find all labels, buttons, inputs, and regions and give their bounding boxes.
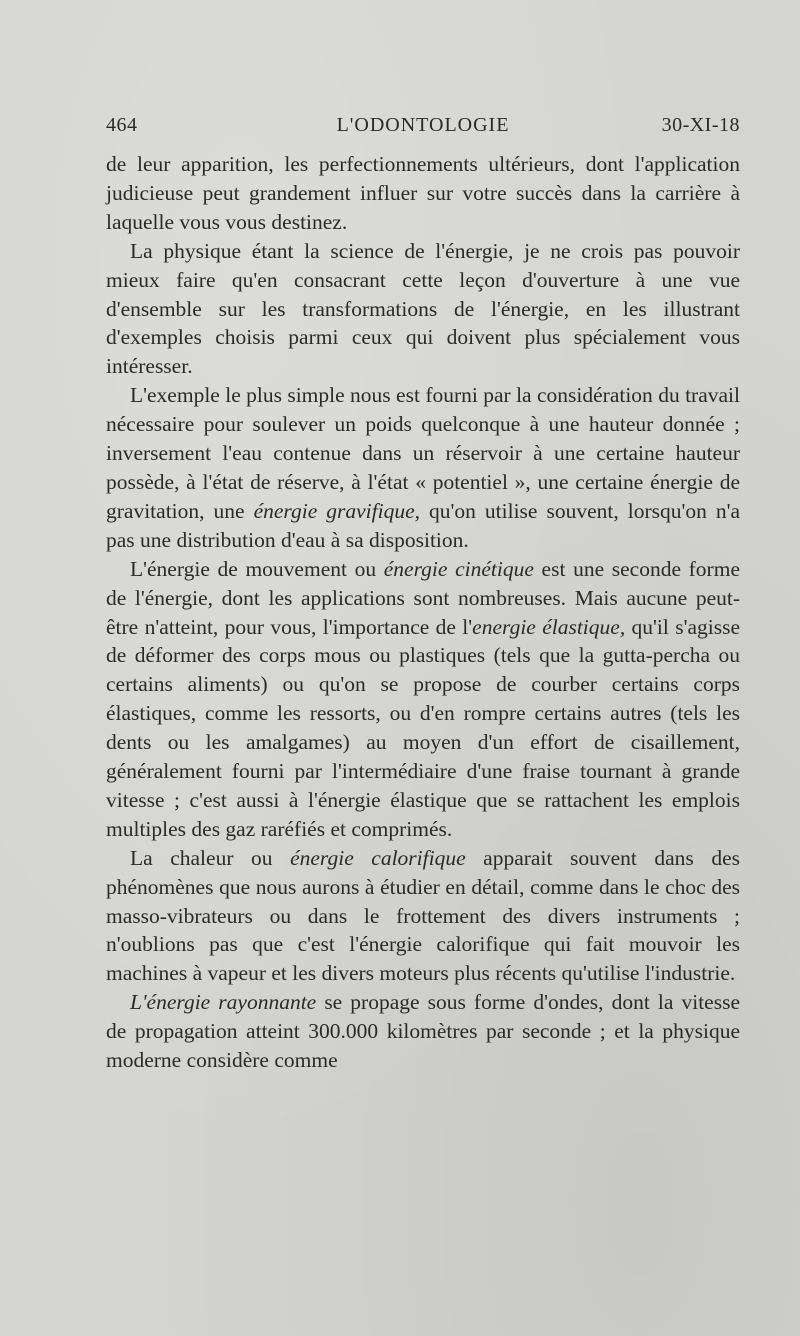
body-text — [106, 150, 740, 1075]
italic-term: énergie calorifique — [290, 845, 466, 870]
text-run: L'énergie de mouvement ou — [130, 556, 384, 581]
text-run: apparait souvent dans des phénomènes que nous aurons à étudier en détail, comme dans le choc des masso-vibrateurs ou dans le frottement des divers instruments ; n'oublions pas que c'est l'énergie calorifique qui fait mouvoir les machines à vapeur et les divers moteurs plus récents qu'utilise l'industrie. — [106, 845, 740, 986]
italic-term: énergie gravifique, — [253, 498, 421, 523]
paragraph-4 — [106, 555, 740, 844]
paragraph-6 — [106, 988, 740, 1075]
paragraph-3 — [106, 381, 740, 554]
paragraph-5 — [106, 844, 740, 989]
italic-term: energie élastique, — [472, 614, 626, 639]
journal-title: L'ODONTOLOGIE — [336, 114, 510, 136]
italic-term: L'énergie rayonnante — [130, 990, 317, 1015]
text-run: est une seconde forme de l'énergie, dont les applications sont nombreuses. Mais aucune peut-être n'atteint, pour vous, l'importance de l' — [106, 556, 740, 639]
text-run: qu'il s'agisse de déformer des corps mous ou plastiques (tels que la gutta-percha ou certains aliments) ou qu'on se propose de courber certains corps élastiques, comme les ressorts, ou d'en rompre certains autres (tels les dents ou les amalgames) au moyen d'un effort de cisaillement, généralement fourni par l'intermédiaire d'une fraise tournant à grande vitesse ; c'est aussi à l'énergie élastique que se rattachent les emplois multiples des gaz raréfiés et comprimés. — [106, 614, 741, 841]
running-head — [106, 114, 740, 144]
text-run: de leur apparition, les perfectionnements ultérieurs, dont l'application judicieuse peut grandement influer sur votre succès dans la carrière à laquelle vous vous destinez. — [106, 152, 740, 234]
text-run: qu'on utilise souvent, lorsqu'on n'a pas une distribution d'eau à sa disposition. — [106, 498, 741, 552]
text-run: La physique étant la science de l'énergie, je ne crois pas pouvoir mieux faire qu'en consacrant cette leçon d'ouverture à une vue d'ensemble sur les transformations de l'énergie, en les illustrant d'exemples choisis parmi ceux qui doivent plus spécialement vous intéresser. — [106, 238, 740, 379]
page-number: 464 — [106, 114, 138, 136]
issue-date: 30-XI-18 — [661, 114, 740, 136]
italic-term: énergie cinétique — [383, 556, 534, 581]
paragraph-1 — [106, 150, 740, 237]
paragraph-2 — [106, 237, 740, 382]
text-run: L'exemple le plus simple nous est fourni par la considération du travail nécessaire pour soulever un poids quelconque à une hauteur donnée ; inversement l'eau contenue dans un réservoir à une certaine hauteur possède, à l'état de réserve, à l'état « potentiel », une certaine énergie de gravitation, une — [106, 383, 740, 523]
text-run: La chaleur ou — [130, 845, 291, 870]
text-run: se propage sous forme d'ondes, dont la vitesse de propagation atteint 300.000 kilomètres par seconde ; et la physique moderne considère comme — [106, 990, 740, 1073]
